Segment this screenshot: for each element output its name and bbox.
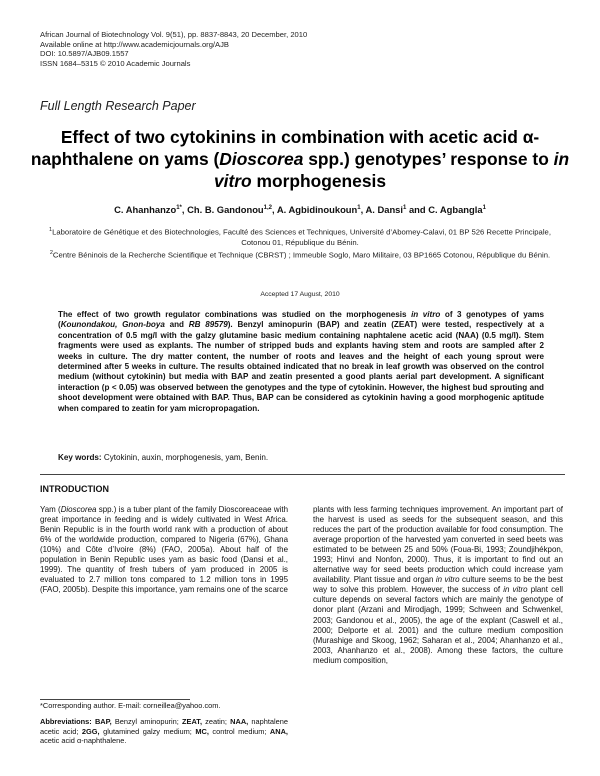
journal-issn: ISSN 1684–5315 © 2010 Academic Journals bbox=[40, 58, 191, 68]
author-name: C. Agbangla bbox=[428, 204, 483, 215]
corresponding-author: *Corresponding author. E-mail: corneillea@yahoo.com. bbox=[40, 701, 221, 710]
affiliation-2: $^2$Centre Béninois de la Recherche Scientifique et Technique (CBRST) ; Immeuble Soglo, Maro Militaire, 03 BP1665 Cotonou, République du Bénin. bbox=[49, 249, 551, 260]
section-heading: INTRODUCTION bbox=[40, 484, 109, 494]
author-name: A. Agbidinoukoun bbox=[276, 204, 358, 215]
paper-title: Effect of two cytokinins in combination with acetic acid α-naphthalene on yams (Dioscorea spp.) genotypes’ response to in vitro morphogenesis bbox=[30, 127, 570, 191]
accepted-date: Accepted 17 August, 2010 bbox=[260, 291, 340, 298]
journal-doi: DOI: 10.5897/AJB09.1557 bbox=[40, 49, 129, 59]
abbreviations: Abbreviations: BAP, Benzyl aminopurin; ZEAT, zeatin; NAA, naphtalene acetic acid; 2GG, glutamined galzy medium; MC, control medium; ANA, acetic acid α-naphthalene. bbox=[40, 717, 288, 746]
intro-column-right: plants with less farming techniques improvement. An important part of the harvest is used as seeds for the subsequent season, and this reduces the part of the production available for food consumption. The average proportion of the harvested yam converted in seed beets was estimated to be between 25 and 50% (Foua-Bi, 1993; Zoundjihékpon, 1993; Hinvi and Nonfon, 2000). Thus, it is important to find out an alternative way for seed beets production which could increase yam availability. Plant tissue and organ in vitro culture seems to be the best way to solve this problem. However, the success of in vitro plant cell culture depends on several factors which are mainly the genotype of donor plant (Arzani and Mirodjagh, 1999; Schween and Schwenkel, 2003; Gandonou et al., 2005), the age of the explant (Caswell et al., 2000; Delporte et al. 2001) and the culture medium composition (Murashige and Skoog, 1962; Saharan et al., 2004; Ahanhanzo et al., 2003, Ahanhanzo et al., 2008). Among these factors, the culture medium composition, bbox=[313, 505, 563, 665]
affiliation-1: $^1$Laboratoire de Génétique et des Biotechnologies, Faculté des Sciences et Techniques, Université d’Abomey-Calavi, 01 BP 526 Recette Principale, Cotonou 01, République du Bénin. bbox=[49, 227, 551, 247]
section-divider bbox=[40, 474, 565, 475]
journal-header bbox=[40, 30, 307, 68]
journal-url: Available online at http://www.academicjournals.org/AJB bbox=[40, 39, 229, 49]
author-list: C. Ahanhanzo$^{1*}$, Ch. B. Gandonou$^{1,2}$, A. Agbidinoukoun$^1$, A. Dansi$^1$ and C. Agbangla$^1$ bbox=[114, 204, 486, 215]
author-name: A. Dansi bbox=[365, 204, 403, 215]
author-name: C. Ahanhanzo bbox=[114, 204, 177, 215]
footnote-divider bbox=[40, 699, 190, 700]
paper-type: Full Length Research Paper bbox=[40, 99, 196, 113]
abstract: The effect of two growth regulator combinations was studied on the morphogenesis in vitro of 3 genotypes of yams (Kounondakou, Gnon-boya and RB 89579). Benzyl aminopurin (BAP) and zeatin (ZEAT) were tested, respectively at a concentration of 0.5 mg/l with the galzy glutamine basic medium containing naphtalene acetic acid (NAA) (0.5 mg/l). Stem fragments were used as explants. The number of stripped buds and explants having stem and roots are sampled after 2 weeks in culture. The dry matter content, the number of roots and leaves and the height of each young sprout were determined after 5 weeks in culture. The results obtained indicated that no break in leaf growth was observed on the control medium (without cytokinin) but media with BAP and zeatin presented a good plants aerial part development. A significant interaction (p < 0.05) was observed between the genotypes and the type of cytokinin. However, the highest bud sprouting and shoot development were obtained with BAP. Thus, BAP can be considered as cytokinin having a good morphogenic aptitude when compared to zeatin for yam micropropagation. bbox=[58, 310, 544, 413]
keywords-label: Key words: bbox=[58, 453, 102, 462]
journal-citation: African Journal of Biotechnology Vol. 9(51), pp. 8837-8843, 20 December, 2010 bbox=[40, 30, 308, 39]
author-name: Ch. B. Gandonou bbox=[187, 204, 264, 215]
keywords: Key words: Cytokinin, auxin, morphogenesis, yam, Benin. bbox=[58, 453, 269, 462]
intro-column-left: Yam (Dioscorea spp.) is a tuber plant of the family Dioscoreaceae with great importance in feeding and is widely cultivated in West Africa. Benin Republic is in the fourth world rank with a production of about 6% of the worldwide production, compared to Nigeria (67%), Ghana (10%) and Côte d’Ivoire (8%) (FAO, 2005a). About half of the population in Benin Republic uses yam as basic food (Dansi et al., 1999). The quantity of fresh tubers of yam produced in 2005 is evaluated to 2.7 million tons compared to 1.2 million tons in 1995 (FAO, 2005b). Despite this importance, yam remains one of the scarce bbox=[40, 505, 288, 595]
affiliations bbox=[40, 225, 560, 261]
